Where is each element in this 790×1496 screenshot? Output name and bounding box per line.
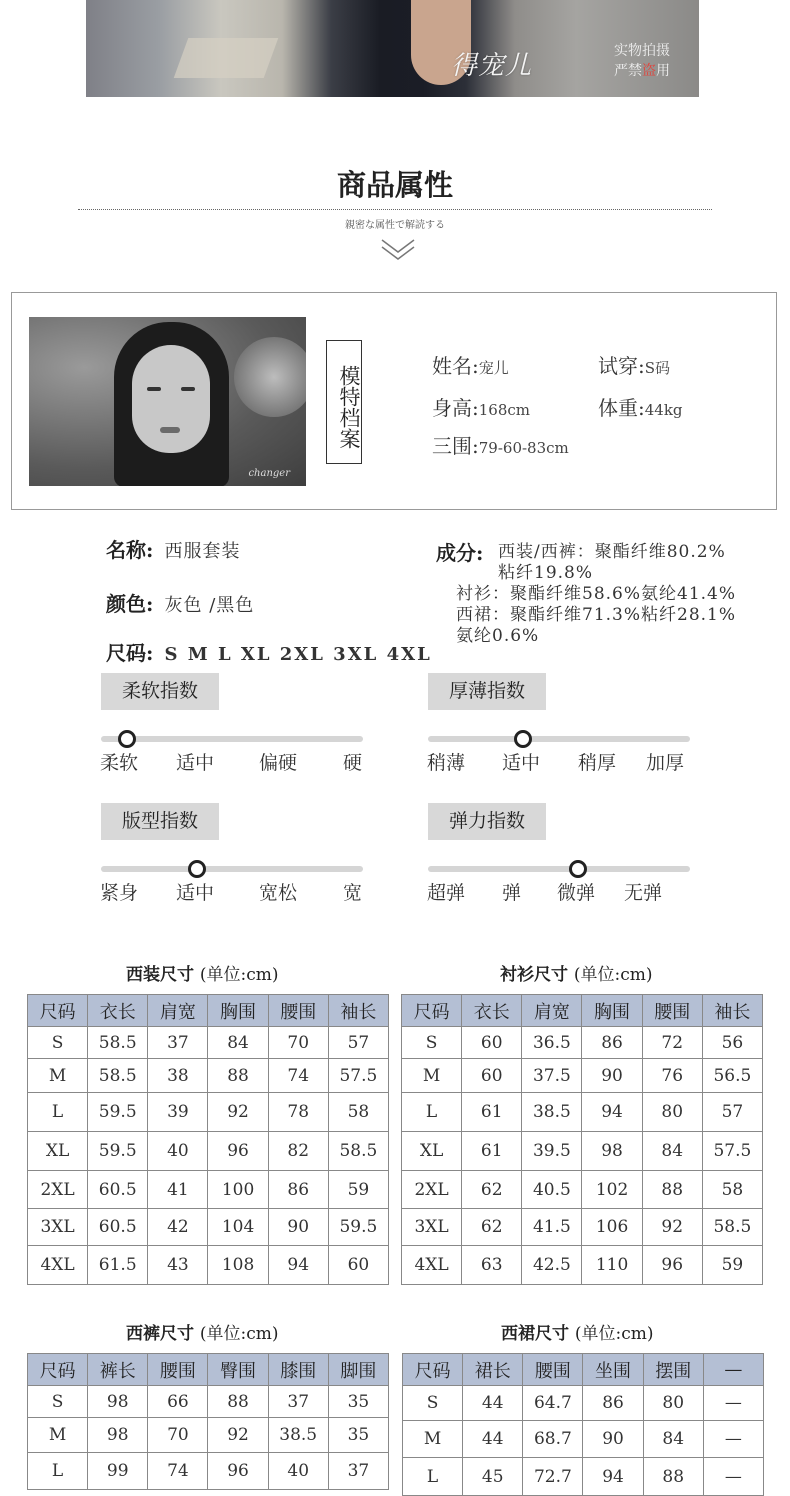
table-header-row [402,995,763,1027]
elasticity-slider-track [428,866,690,872]
table-cell: — [703,1421,763,1458]
table-header-cell: 衣长 [88,995,148,1027]
skirt-size-table [402,1353,764,1496]
table-cell: 90 [268,1209,328,1246]
model-measurements: 三围:79-60-83cm [432,434,569,458]
table-cell: 63 [462,1246,522,1285]
product-name: 名称: 西服套装 [106,538,241,562]
trousers-table-title: 西裤尺寸 (单位:cm) [126,1324,279,1344]
table-header-cell: 膝围 [268,1354,328,1386]
table-cell: 76 [642,1059,702,1093]
table-cell: L [402,1093,462,1132]
table-cell: 88 [642,1171,702,1209]
table-cell: 2XL [402,1171,462,1209]
table-header-cell: 袖长 [328,995,388,1027]
dotted-divider [78,209,712,210]
table-row [402,1132,763,1171]
table-cell: 59.5 [328,1209,388,1246]
table-cell: S [28,1027,88,1059]
table-cell: 72 [642,1027,702,1059]
thickness-tick: 加厚 [646,752,685,774]
table-header-cell: 袖长 [702,995,762,1027]
softness-index-title: 柔软指数 [101,673,219,710]
elasticity-tick: 弹 [502,882,522,904]
table-cell: 98 [582,1132,642,1171]
table-cell: 61.5 [88,1246,148,1285]
table-cell: L [403,1458,463,1496]
table-cell: 96 [642,1246,702,1285]
table-cell: 94 [268,1246,328,1285]
suit-table-title: 西装尺寸 (单位:cm) [126,965,279,985]
table-cell: S [28,1386,88,1418]
table-header-cell: 臀围 [208,1354,268,1386]
table-cell: 59.5 [88,1132,148,1171]
table-cell: M [402,1059,462,1093]
elasticity-index-title: 弹力指数 [428,803,546,840]
table-cell: 40 [268,1453,328,1490]
table-cell: 2XL [28,1171,88,1209]
table-cell: 56 [702,1027,762,1059]
table-header-cell: 衣长 [462,995,522,1027]
table-cell: 80 [643,1386,703,1421]
table-cell: 90 [583,1421,643,1458]
table-cell: M [28,1418,88,1453]
table-cell: 41 [148,1171,208,1209]
table-header-cell: 尺码 [28,995,88,1027]
table-cell: 74 [268,1059,328,1093]
table-header-cell: 摆围 [643,1354,703,1386]
section-subtitle: 親密な属性で解読する [345,220,445,231]
table-cell: 59 [328,1171,388,1209]
skirt-table-title: 西裙尺寸 (单位:cm) [501,1324,654,1344]
table-cell: 60.5 [88,1209,148,1246]
table-cell: 80 [642,1093,702,1132]
model-weight: 体重:44kg [598,396,683,420]
fit-tick: 紧身 [100,882,139,904]
softness-tick: 硬 [343,752,363,774]
table-header-cell: 裙长 [463,1354,523,1386]
trousers-size-table [27,1353,389,1490]
table-header-row [403,1354,764,1386]
table-cell: 99 [88,1453,148,1490]
table-cell: 40.5 [522,1171,582,1209]
table-row [28,1209,389,1246]
fit-tick: 宽 [343,882,363,904]
elasticity-tick: 微弹 [557,882,596,904]
table-cell: 57 [328,1027,388,1059]
table-cell: 86 [268,1171,328,1209]
table-cell: 88 [208,1386,268,1418]
table-cell: 44 [463,1386,523,1421]
table-cell: 35 [328,1386,388,1418]
photo-signature: changer [248,468,290,479]
model-name: 姓名:宠儿 [432,354,509,378]
table-cell: 88 [208,1059,268,1093]
table-cell: 62 [462,1209,522,1246]
table-cell: 96 [208,1132,268,1171]
table-cell: 37.5 [522,1059,582,1093]
table-row [403,1421,764,1458]
table-cell: S [403,1386,463,1421]
table-cell: 3XL [28,1209,88,1246]
table-cell: 84 [208,1027,268,1059]
watermark-line1: 实物拍摄 [614,43,670,59]
table-cell: L [28,1453,88,1490]
composition-label: 成分: [436,541,484,565]
table-cell: 38.5 [268,1418,328,1453]
table-cell: 62 [462,1171,522,1209]
table-cell: 58.5 [88,1027,148,1059]
table-cell: M [403,1421,463,1458]
table-cell: 70 [268,1027,328,1059]
thickness-tick: 适中 [502,752,541,774]
table-header-cell: 坐围 [583,1354,643,1386]
elasticity-slider-knob [569,860,587,878]
table-header-cell: 肩宽 [148,995,208,1027]
product-color: 颜色: 灰色 /黑色 [106,592,255,616]
table-cell: 56.5 [702,1059,762,1093]
table-cell: 94 [582,1093,642,1132]
table-cell: — [703,1458,763,1496]
table-header-cell: 腰围 [268,995,328,1027]
watermark-line2: 严禁盗用 [614,63,670,79]
fit-tick: 适中 [176,882,215,904]
table-row [28,1418,389,1453]
table-cell: 35 [328,1418,388,1453]
table-cell: 84 [642,1132,702,1171]
table-cell: 74 [148,1453,208,1490]
table-cell: 108 [208,1246,268,1285]
table-header-cell: 尺码 [403,1354,463,1386]
table-cell: 39 [148,1093,208,1132]
table-cell: 92 [208,1093,268,1132]
table-cell: 57 [702,1093,762,1132]
softness-tick: 偏硬 [259,752,298,774]
table-cell: 57.5 [328,1059,388,1093]
table-cell: 60 [462,1059,522,1093]
table-cell: 68.7 [523,1421,583,1458]
table-cell: 4XL [28,1246,88,1285]
table-header-cell: 肩宽 [522,995,582,1027]
table-row [402,1027,763,1059]
table-row [28,1059,389,1093]
table-cell: 102 [582,1171,642,1209]
table-cell: 64.7 [523,1386,583,1421]
softness-slider-track [101,736,363,742]
table-row [28,1027,389,1059]
table-header-cell: 尺码 [402,995,462,1027]
table-header-cell: 胸围 [582,995,642,1027]
table-row [403,1458,764,1496]
model-profile-label: 模特档案 [326,340,362,464]
table-cell: 61 [462,1093,522,1132]
table-cell: 59 [702,1246,762,1285]
table-row [403,1386,764,1421]
fit-slider-track [101,866,363,872]
table-cell: 45 [463,1458,523,1496]
table-header-row [28,995,389,1027]
table-cell: S [402,1027,462,1059]
table-cell: 37 [328,1453,388,1490]
table-cell: 42 [148,1209,208,1246]
table-cell: 98 [88,1418,148,1453]
table-header-cell: 腰围 [523,1354,583,1386]
product-sizes: 尺码: S M L XL 2XL 3XL 4XL [106,641,432,665]
table-cell: 66 [148,1386,208,1418]
table-row [402,1246,763,1285]
table-cell: 37 [268,1386,328,1418]
table-cell: 94 [583,1458,643,1496]
table-cell: 60 [328,1246,388,1285]
table-row [402,1209,763,1246]
table-cell: 84 [643,1421,703,1458]
table-cell: 82 [268,1132,328,1171]
table-cell: 40 [148,1132,208,1171]
table-cell: 92 [208,1418,268,1453]
table-row [28,1171,389,1209]
table-cell: 58.5 [328,1132,388,1171]
table-header-cell: 胸围 [208,995,268,1027]
table-cell: 57.5 [702,1132,762,1171]
thickness-tick: 稍厚 [578,752,617,774]
table-cell: 88 [643,1458,703,1496]
table-cell: 92 [642,1209,702,1246]
fit-tick: 宽松 [259,882,298,904]
elasticity-tick: 无弹 [624,882,663,904]
table-cell: 4XL [402,1246,462,1285]
product-photo-top [86,0,699,97]
table-cell: 104 [208,1209,268,1246]
table-cell: 61 [462,1132,522,1171]
thickness-slider-knob [514,730,532,748]
table-cell: 98 [88,1386,148,1418]
watermark-text [614,41,670,81]
table-cell: 60.5 [88,1171,148,1209]
model-height: 身高:168cm [432,396,531,420]
table-cell: 58.5 [702,1209,762,1246]
table-header-cell: 腰围 [642,995,702,1027]
composition-text: 西装/西裤：聚酯纤维80.2% 粘纤19.8% 衬衫：聚酯纤维58.6%氨纶41.4% 西裙：聚酯纤维71.3%粘纤28.1% 氨纶0.6% [456,542,737,646]
table-cell: 58 [328,1093,388,1132]
softness-tick: 柔软 [100,752,139,774]
thickness-tick: 稍薄 [427,752,466,774]
table-row [28,1093,389,1132]
table-cell: 42.5 [522,1246,582,1285]
model-photo [29,317,306,486]
table-cell: 86 [583,1386,643,1421]
table-header-cell: 裤长 [88,1354,148,1386]
fit-index-title: 版型指数 [101,803,219,840]
softness-slider-knob [118,730,136,748]
double-chevron-down-icon [378,236,418,262]
model-trial-size: 试穿:S码 [598,354,671,378]
fit-slider-knob [188,860,206,878]
table-cell: 44 [463,1421,523,1458]
table-header-cell: 腰围 [148,1354,208,1386]
table-cell: 96 [208,1453,268,1490]
table-cell: XL [402,1132,462,1171]
table-cell: 58 [702,1171,762,1209]
table-cell: 39.5 [522,1132,582,1171]
table-cell: 38.5 [522,1093,582,1132]
table-header-row [28,1354,389,1386]
table-header-cell: 尺码 [28,1354,88,1386]
table-cell: — [703,1386,763,1421]
table-cell: 110 [582,1246,642,1285]
shirt-size-table [401,994,763,1285]
table-row [28,1132,389,1171]
table-cell: 70 [148,1418,208,1453]
table-cell: 100 [208,1171,268,1209]
table-cell: L [28,1093,88,1132]
watermark-logo: 得宠儿 [451,51,533,81]
softness-tick: 适中 [176,752,215,774]
table-cell: 41.5 [522,1209,582,1246]
table-cell: 90 [582,1059,642,1093]
table-header-cell: — [703,1354,763,1386]
table-cell: 106 [582,1209,642,1246]
table-cell: 37 [148,1027,208,1059]
table-cell: 43 [148,1246,208,1285]
table-row [28,1386,389,1418]
table-row [402,1059,763,1093]
section-title: 商品属性 [336,168,453,202]
suit-size-table [27,994,389,1285]
table-header-cell: 脚围 [328,1354,388,1386]
thickness-slider-track [428,736,690,742]
table-cell: 78 [268,1093,328,1132]
table-cell: 60 [462,1027,522,1059]
table-cell: 72.7 [523,1458,583,1496]
table-cell: M [28,1059,88,1093]
table-row [402,1093,763,1132]
table-cell: 36.5 [522,1027,582,1059]
table-cell: 59.5 [88,1093,148,1132]
table-row [28,1246,389,1285]
elasticity-tick: 超弹 [427,882,466,904]
table-cell: 38 [148,1059,208,1093]
thickness-index-title: 厚薄指数 [428,673,546,710]
shirt-table-title: 衬衫尺寸 (单位:cm) [500,965,653,985]
table-cell: XL [28,1132,88,1171]
table-cell: 86 [582,1027,642,1059]
table-cell: 58.5 [88,1059,148,1093]
table-cell: 3XL [402,1209,462,1246]
table-row [402,1171,763,1209]
